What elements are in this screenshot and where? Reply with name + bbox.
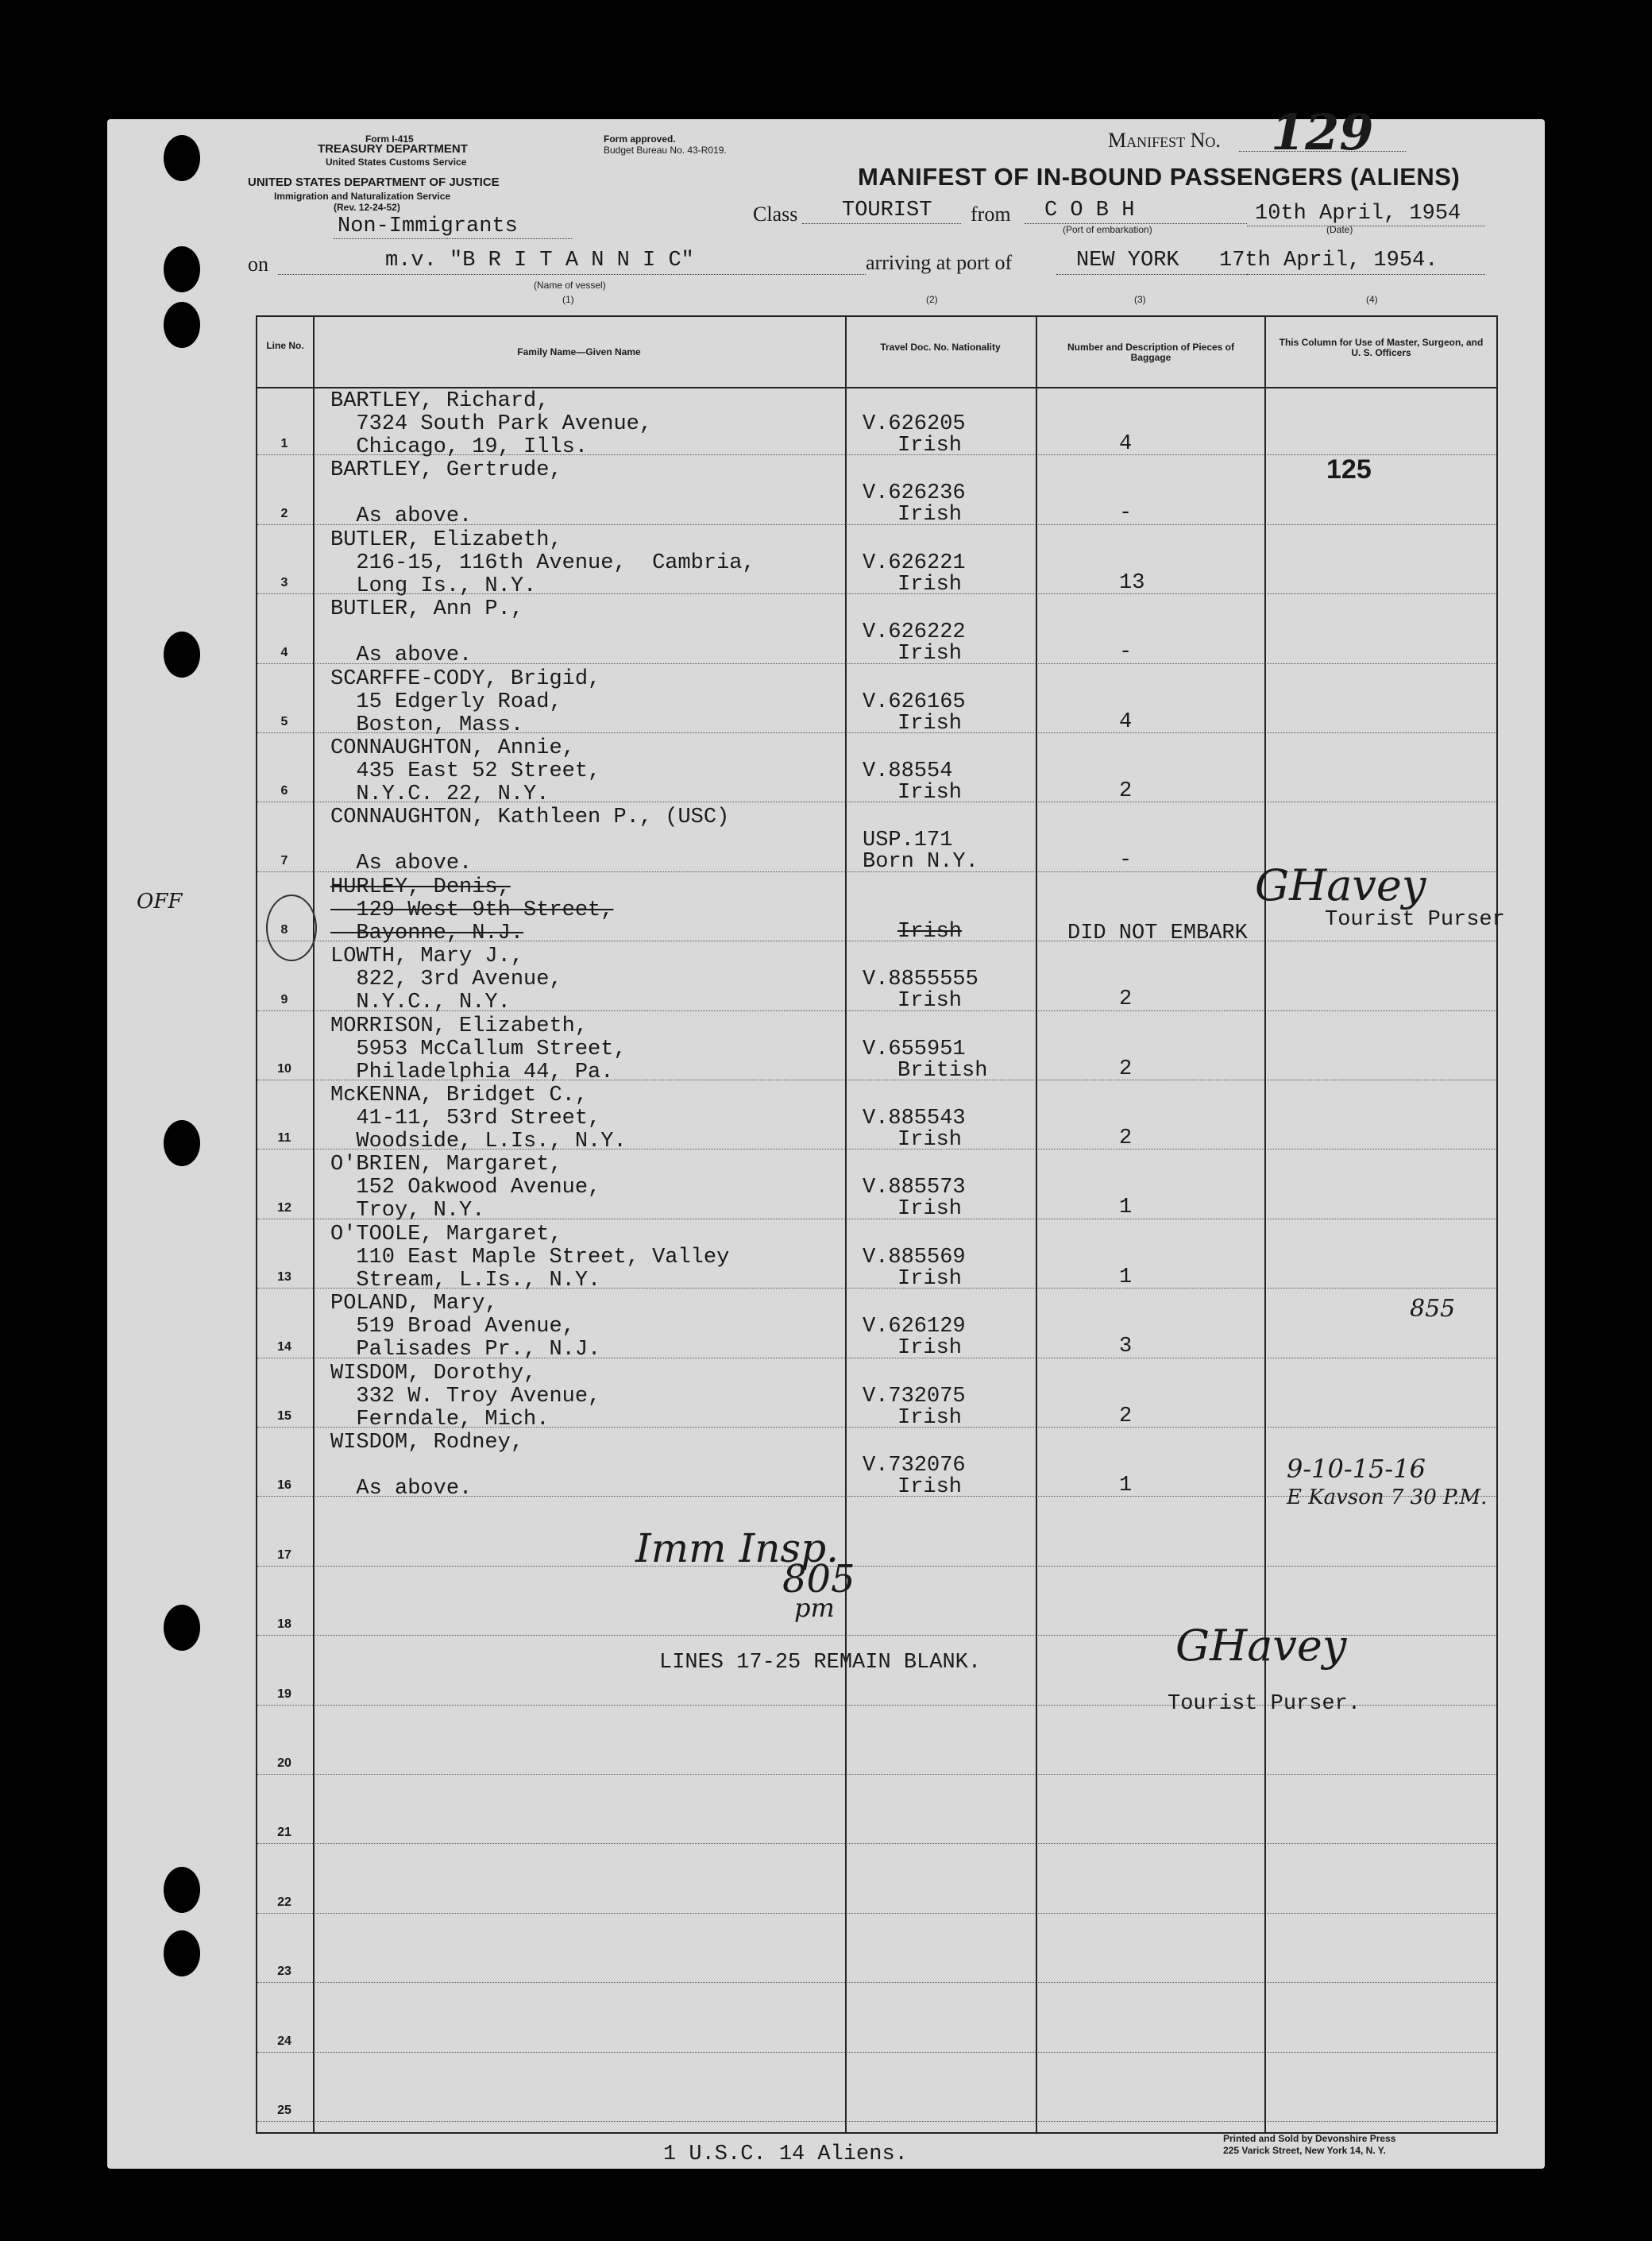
nationality: British [897,1058,988,1083]
nationality: Irish [897,1128,963,1152]
line-number: 6 [280,784,288,798]
nationality: Irish [897,1405,963,1430]
name-line: POLAND, Mary, [330,1292,498,1316]
line-number: 14 [277,1339,291,1354]
on-label: on [248,253,268,276]
tourist-purser: Tourist Purser. [1168,1692,1361,1716]
header-name: Family Name—Given Name [517,346,641,357]
name-line: Chicago, 19, Ills. [330,435,589,459]
baggage-count: 2 [1119,779,1133,803]
line-number: 25 [277,2104,291,2117]
nationality: Irish [897,434,963,458]
travel-doc: V.885573 [863,1176,966,1200]
name-line: CONNAUGHTON, Annie, [330,736,575,760]
from-label: from [971,203,1011,226]
ins-service: Immigration and Naturalization Service [274,191,451,202]
line-number: 15 [277,1409,291,1423]
name-line: 15 Edgerly Road, [330,690,562,714]
vessel-caption: (Name of vessel) [534,280,606,291]
baggage-count: 4 [1119,709,1133,734]
line-number: 11 [277,1131,291,1146]
travel-doc: USP.171 [863,829,953,853]
travel-doc: V.885543 [863,1107,966,1130]
passenger-name [330,1362,600,1432]
header-line-no: Line No. [266,340,304,351]
line-number: 20 [277,1756,291,1770]
name-line: 129 West 9th Street, [330,898,614,922]
revision: (Rev. 12-24-52) [334,202,400,213]
baggage-count: 1 [1119,1474,1133,1497]
embark-date: 10th April, 1954 [1255,202,1461,226]
travel-doc: V.732075 [863,1384,966,1408]
name-line [330,482,562,505]
nationality: Irish [897,989,963,1014]
purser-signature-2: GHavey [1175,1621,1347,1671]
name-line: N.Y.C. 22, N.Y. [330,782,550,806]
passenger-name [330,1015,627,1084]
inspector-note: Imm Insp. [635,1525,839,1571]
count-125: 125 [1326,454,1372,485]
line-number: 19 [277,1687,291,1701]
name-line: As above. [330,1477,473,1501]
name-line: 332 W. Troy Avenue, [330,1384,601,1408]
passenger-name [330,598,523,667]
name-line: O'TOOLE, Margaret, [330,1222,562,1246]
name-line: McKENNA, Bridget C., [330,1084,589,1107]
nationality: Irish [897,642,963,667]
baggage-count: 2 [1119,1126,1133,1150]
row-rule [257,2121,1496,2122]
name-line: WISDOM, Dorothy, [330,1361,537,1385]
travel-doc: V.626222 [863,620,966,645]
name-line: O'BRIEN, Margaret, [330,1153,562,1177]
header-officers: This Column for Use of Master, Surgeon, and U. S. Officers [1279,337,1484,358]
passenger-name [330,1432,523,1501]
col-num-2: (2) [926,294,938,305]
passenger-name [330,1223,729,1292]
line-number: 2 [280,506,288,520]
baggage-count: 3 [1119,1335,1133,1359]
passenger-name [330,390,652,459]
name-line: As above. [330,643,473,668]
row-rule [257,1982,1496,1983]
row-rule [257,1774,1496,1775]
line-number: 3 [280,576,288,590]
travel-doc: V.626205 [863,412,966,436]
col-num-3: (3) [1134,294,1146,305]
name-line: BARTLEY, Richard, [330,389,550,413]
purser-signature-1: GHavey [1255,860,1426,910]
treasury-dept: TREASURY DEPARTMENT [318,142,468,156]
name-line: Boston, Mass. [330,713,524,737]
line-number: 21 [277,1826,291,1840]
name-line: 41-11, 53rd Street, [330,1107,601,1130]
name-line: HURLEY, Denis, [330,875,511,899]
purser-row8: Tourist Purser [1325,908,1505,932]
binder-hole-icon [164,302,200,348]
binder-hole-icon [164,632,200,678]
page-title: MANIFEST OF IN-BOUND PASSENGERS (ALIENS) [858,163,1461,191]
nationality: Irish [897,919,963,944]
passenger-name [330,1292,600,1362]
name-line: BUTLER, Elizabeth, [330,527,562,552]
name-line: 519 Broad Avenue, [330,1315,575,1339]
nationality: Irish [897,1266,963,1291]
date-caption: (Date) [1326,224,1353,235]
time-pm: pm [794,1593,835,1623]
name-line: 110 East Maple Street, Valley [330,1245,730,1269]
col4-handnote-2: E Kavson 7 30 P.M. [1287,1486,1488,1509]
name-line: As above. [330,852,473,876]
passenger-name [330,737,600,806]
header-doc: Travel Doc. No. Nationality [880,342,1001,353]
budget-bureau: Budget Bureau No. 43-R019. [604,145,727,156]
nationality: Irish [897,1197,963,1222]
line-number: 17 [277,1547,291,1562]
name-line: 435 East 52 Street, [330,759,601,783]
line-number: 10 [277,1062,291,1076]
arrival-port: NEW YORK [1076,249,1179,272]
line-number: 5 [280,715,288,728]
port-embarkation: C O B H [1044,199,1135,222]
form-number: Form I-415 [365,133,414,145]
baggage-count: - [1119,848,1133,873]
name-line: Ferndale, Mich. [330,1407,550,1432]
class-label: Class [753,203,798,226]
col-num-1: (1) [562,294,574,305]
col-num-4: (4) [1366,294,1378,305]
name-line: Palisades Pr., N.J. [330,1338,601,1362]
passenger-name [330,1153,600,1223]
line-number: 18 [277,1617,291,1632]
row-rule [257,1913,1496,1914]
off-note: OFF [137,890,183,914]
name-line: SCARFFE-CODY, Brigid, [330,667,601,691]
travel-doc: V.626221 [863,551,966,575]
name-line: As above. [330,504,473,529]
name-line: Troy, N.Y. [330,1199,485,1223]
line-number: 4 [280,645,288,659]
line-number: 16 [277,1478,291,1493]
manifest-table [256,315,1498,2134]
nationality: Irish [897,1336,963,1361]
nationality: Irish [897,503,963,527]
row-rule [257,2052,1496,2053]
row-rule [257,1843,1496,1844]
arrival-date: 17th April, 1954. [1219,249,1438,272]
name-line: 7324 South Park Avenue, [330,412,653,436]
name-line: 5953 McCallum Street, [330,1037,627,1061]
travel-doc: V.626129 [863,1315,966,1339]
printer-line-1: Printed and Sold by Devonshire Press [1223,2133,1396,2144]
summary: 1 U.S.C. 14 Aliens. [663,2142,908,2166]
binder-hole-icon [164,135,200,181]
travel-doc: V.626165 [863,690,966,714]
name-line: LOWTH, Mary J., [330,945,524,969]
nationality: Irish [897,1475,963,1499]
nationality: Irish [897,781,963,805]
name-line: 216-15, 116th Avenue, Cambria, [330,551,755,575]
vessel-name: m.v. "B R I T A N N I C" [385,249,694,272]
passenger-name [330,668,600,737]
binder-hole-icon [164,1120,200,1166]
time-805: 805 [782,1557,855,1602]
header-baggage: Number and Description of Pieces of Baggage [1067,342,1235,363]
baggage-count: 13 [1119,570,1145,595]
nationality: Born N.Y. [863,850,978,875]
name-line [330,621,523,644]
line-number: 7 [280,853,288,867]
travel-doc: V.88554 [863,759,953,783]
class-value: TOURIST [842,199,932,222]
name-line: N.Y.C., N.Y. [330,991,511,1015]
nationality: Irish [897,572,963,597]
passenger-name [330,529,755,598]
name-line: 152 Oakwood Avenue, [330,1176,601,1200]
category: Non-Immigrants [338,214,518,238]
baggage-count: - [1119,501,1133,526]
travel-doc: V.885569 [863,1245,966,1269]
baggage-count: 1 [1119,1196,1133,1220]
printer-line-2: 225 Varick Street, New York 14, N. Y. [1223,2145,1386,2156]
baggage-count: 2 [1119,987,1133,1012]
nationality: Irish [897,711,963,736]
binder-hole-icon [164,1930,200,1976]
travel-doc: V.655951 [863,1037,966,1061]
row-rule [257,1566,1496,1567]
travel-doc: V.626236 [863,481,966,506]
manifest-no: 129 [1271,103,1374,161]
passenger-name [330,459,562,528]
travel-doc: V.732076 [863,1454,966,1478]
line-number: 9 [280,992,288,1007]
name-line: CONNAUGHTON, Kathleen P., (USC) [330,806,730,830]
line-number: 12 [277,1200,291,1215]
passenger-name [330,806,729,875]
line-number: 23 [277,1965,291,1979]
name-line: BUTLER, Ann P., [330,597,524,622]
baggage-count: 2 [1119,1404,1133,1428]
justice-dept: UNITED STATES DEPARTMENT OF JUSTICE [248,176,500,189]
name-line: MORRISON, Elizabeth, [330,1014,589,1038]
line-number: 22 [277,1895,291,1909]
baggage-count: 1 [1119,1265,1133,1289]
name-line: 822, 3rd Avenue, [330,968,562,992]
travel-doc: V.8855555 [863,968,978,992]
name-line: Philadelphia 44, Pa. [330,1060,614,1084]
line-number: 1 [280,437,288,451]
name-line: Stream, L.Is., N.Y. [330,1268,601,1292]
passenger-name [330,945,562,1014]
passenger-name [330,876,613,945]
baggage-count: 4 [1119,432,1133,456]
binder-hole-icon [164,1867,200,1913]
binder-hole-icon [164,1605,200,1651]
line-number: 24 [277,2034,291,2048]
arriving-label: arriving at port of [866,251,1013,274]
name-line: Woodside, L.Is., N.Y. [330,1130,627,1153]
name-line: WISDOM, Rodney, [330,1431,524,1455]
line-number: 8 [280,923,288,937]
name-line [330,1455,523,1478]
name-line: Long Is., N.Y. [330,574,537,598]
remain-blank: LINES 17-25 REMAIN BLANK. [659,1651,982,1675]
name-line [330,829,729,852]
baggage-count: 2 [1119,1057,1133,1081]
col4-handnote-1: 9-10-15-16 [1287,1454,1426,1484]
name-line: BARTLEY, Gertrude, [330,458,562,483]
customs-service: United States Customs Service [326,156,467,168]
passenger-name [330,1084,627,1153]
line-number: 13 [277,1270,291,1285]
note-855: 855 [1410,1295,1456,1323]
binder-hole-icon [164,246,200,292]
baggage-count: DID NOT EMBARK [1067,921,1248,945]
port-embark-caption: (Port of embarkation) [1063,224,1152,235]
name-line: Bayonne, N.J. [330,921,524,945]
form-approved: Form approved. [604,133,676,145]
manifest-no-label: Manifest No. [1108,129,1221,152]
baggage-count: - [1119,640,1133,665]
